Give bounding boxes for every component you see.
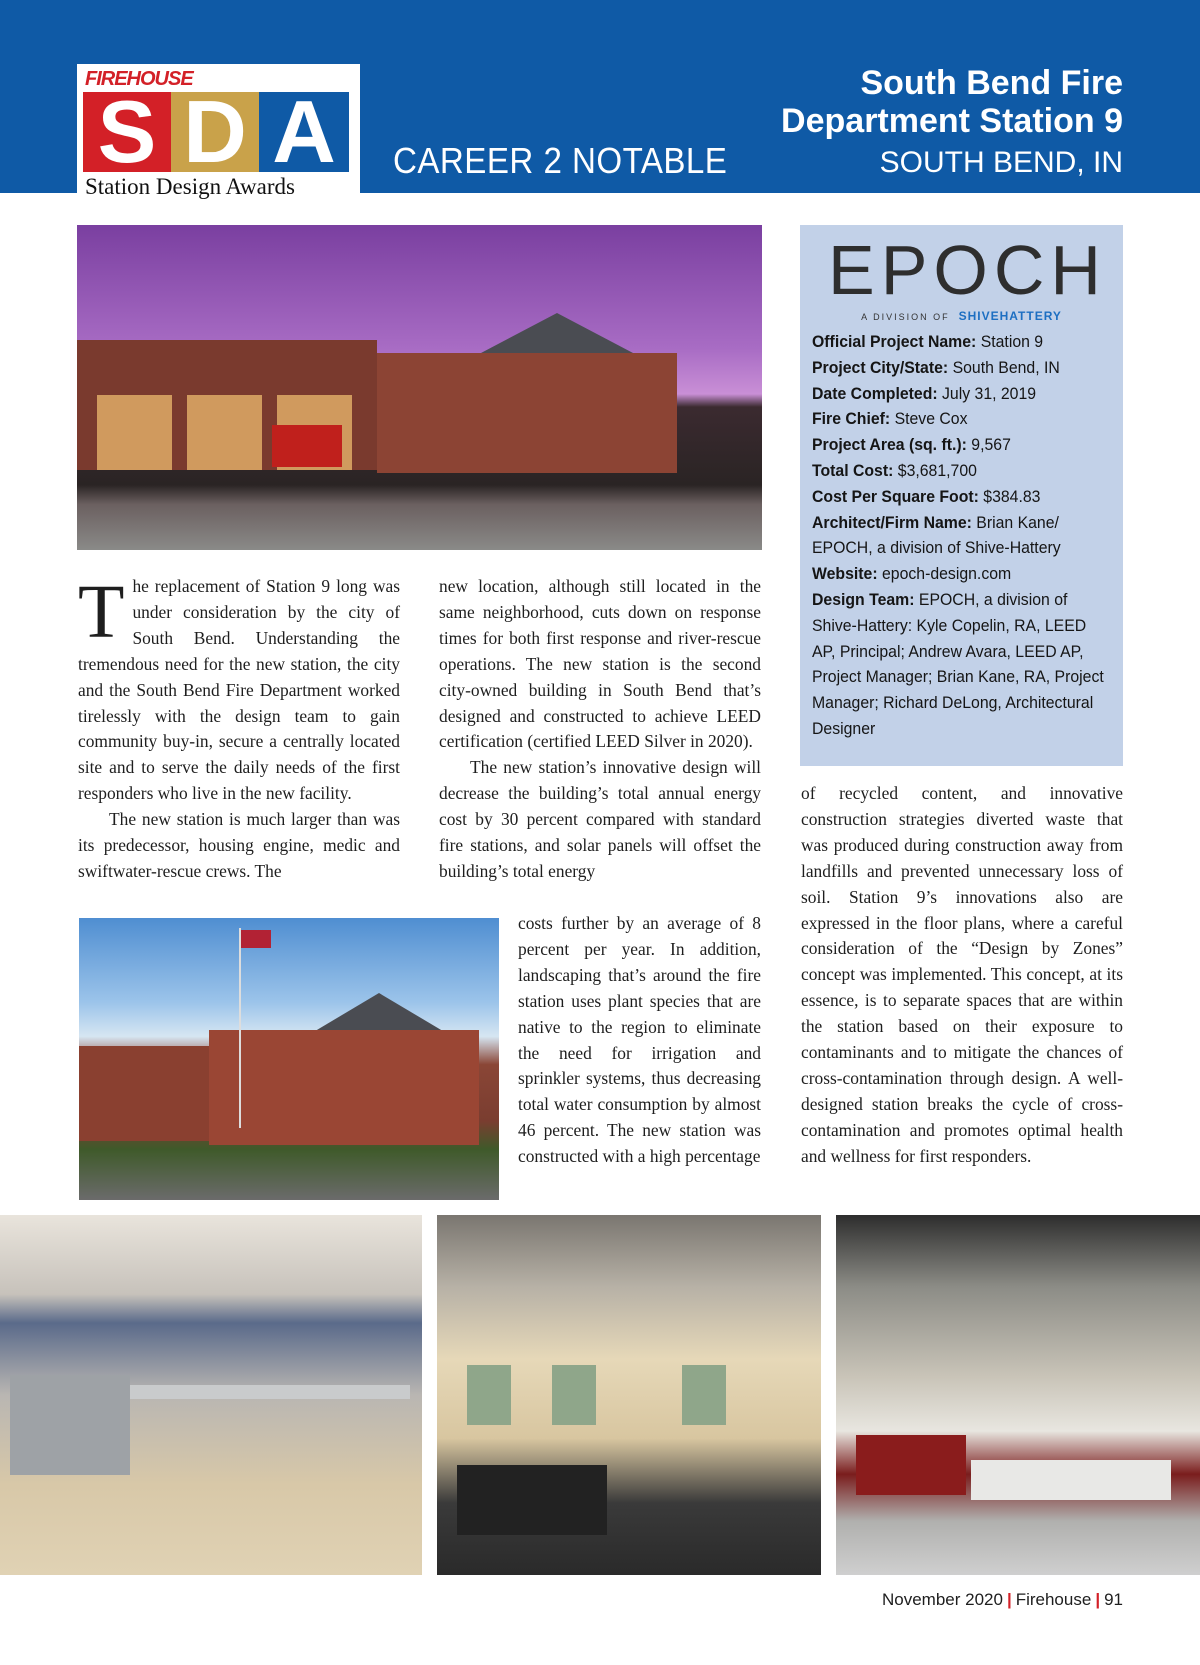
range-stove (10, 1375, 130, 1475)
project-specs (812, 329, 1111, 742)
flagpole (239, 928, 241, 1128)
article-column-3 (801, 781, 1123, 1170)
exterior-photo-daytime (79, 918, 499, 1200)
spec-item (812, 381, 1111, 407)
epoch-logo: EPOCH (828, 231, 1107, 309)
spec-label: Design Team: (812, 589, 915, 609)
project-infobox (800, 225, 1123, 766)
spec-item (812, 458, 1111, 484)
issue-date: November 2020 (881, 1590, 1003, 1609)
roof-shape (462, 313, 652, 353)
fire-engine (272, 425, 342, 467)
spec-label: Architect/Firm Name: (812, 512, 972, 532)
living-quarters-shape (209, 1030, 479, 1145)
bay-door-lit (187, 395, 262, 470)
hero-photo-station-dusk (77, 225, 762, 550)
station-title-line2: Department Station 9 (781, 102, 1123, 140)
spec-value: EPOCH, a division of Shive-Hattery: Kyle Copelin, RA, LEED AP, Principal; Andrew Avara, LEED AP, Project Manager; Brian Kane, RA, Project Manager; Richard DeLong, Architectural Designer (812, 589, 1104, 738)
spec-item (812, 587, 1111, 742)
spec-label: Project City/State: (812, 357, 949, 377)
living-quarters-shape (377, 353, 677, 473)
kitchen-photo (0, 1215, 422, 1575)
spec-label: Total Cost: (812, 460, 894, 480)
spec-item (812, 432, 1111, 458)
station-location: SOUTH BEND, IN (879, 146, 1123, 179)
spec-label: Date Completed: (812, 383, 938, 403)
logo-letter-s: S (83, 92, 171, 172)
spec-value: $384.83 (978, 486, 1041, 506)
division-name: SHIVEHATTERY (958, 309, 1062, 323)
article-column-2-top (439, 574, 761, 885)
spec-value: Station 9 (976, 332, 1044, 351)
article-paragraph: of recycled content, and innovative construction strategies diverted waste that was produced during construction away from landfills and prevented unnecessary loss of soil. Station 9’s innovations also are expressed in the floor plans, where a careful consideration of the “Design by Zones” concept was implemented. This concept, at its essence, is to separate spaces that are within the station based on their exposure to contaminants and to mitigate the chances of cross-contamination through design. A well-designed station breaks the cycle of cross-contamination and promotes optimal health and wellness for first responders. (801, 783, 1123, 1166)
spec-item (812, 406, 1111, 432)
spec-label: Fire Chief: (812, 409, 891, 429)
steel-counter (130, 1385, 410, 1399)
spec-label: Official Project Name: (812, 332, 977, 351)
page-number: 91 (1104, 1590, 1123, 1609)
spec-item (812, 484, 1111, 510)
spec-value: $3,681,700 (893, 460, 977, 480)
article-paragraph (78, 570, 400, 807)
logo-letters (83, 82, 349, 181)
american-flag (241, 930, 271, 948)
spec-label: Cost Per Square Foot: (812, 486, 979, 506)
spec-value: South Bend, IN (948, 357, 1060, 377)
spec-item (812, 510, 1111, 562)
spec-value: Steve Cox (890, 409, 968, 429)
publication-name: Firehouse (1015, 1590, 1092, 1609)
article-column-2-wrap (518, 911, 761, 1170)
division-prefix: A DIVISION OF (861, 312, 950, 322)
logo-letter-d: D (171, 92, 259, 172)
article-paragraph: costs further by an average of 8 percent per year. In addition, landscaping that’s around the fire station uses plant species that are native to the region to eliminate the need for irrigation and sprinkler systems, thus decreasing total water consumption by almost 46 percent. The new station was constructed with a high percentage (518, 913, 761, 1167)
spec-value: Brian Kane/ EPOCH, a division of Shive-Hattery (812, 512, 1061, 558)
logo-brand: FIREHOUSE (85, 68, 193, 90)
logo-letter-a: A (259, 92, 349, 172)
logo-subtitle: Station Design Awards (85, 174, 295, 199)
footer-separator: | (1006, 1590, 1012, 1609)
drop-cap: T (78, 570, 125, 654)
spec-item (812, 561, 1111, 587)
spec-item (812, 329, 1111, 355)
spec-value: epoch-design.com (877, 564, 1012, 584)
award-category: CAREER 2 NOTABLE (393, 140, 728, 181)
window (682, 1365, 726, 1425)
command-vehicle (856, 1435, 966, 1495)
footer-separator: | (1095, 1590, 1101, 1609)
spec-label: Project Area (sq. ft.): (812, 435, 967, 455)
article-column-1 (78, 570, 400, 885)
sda-logo (77, 64, 360, 200)
fitness-room-photo (437, 1215, 821, 1575)
article-paragraph: new location, although still located in the same neighborhood, cuts down on response times for both first response and river-rescue operations. The new station is the second city-owned building in South Bend that’s designed and constructed to achieve LEED certification (certified LEED Silver in 2020). (439, 576, 761, 752)
station-title (703, 64, 1123, 140)
article-paragraph: The new station is much larger than was its predecessor, housing engine, medic and swiftwater-rescue crews. The (78, 809, 400, 881)
station-title-line1: South Bend Fire (860, 64, 1123, 102)
treadmill (457, 1465, 607, 1535)
header-band (0, 0, 1200, 199)
article-paragraph: The new station’s innovative design will decrease the building’s total annual energy cost by 30 percent compared with standard fire stations, and solar panels will offset the building’s total energy (439, 757, 761, 881)
spec-item (812, 355, 1111, 381)
rescue-boat (971, 1460, 1171, 1500)
spec-label: Website: (812, 564, 878, 584)
apparatus-bay-shape (79, 1046, 209, 1141)
division-line (800, 309, 1123, 323)
window (552, 1365, 596, 1425)
spec-value: July 31, 2019 (937, 383, 1037, 403)
bay-door-lit (97, 395, 172, 470)
page-footer (882, 1590, 1123, 1610)
window (467, 1365, 511, 1425)
apparatus-bay-photo (836, 1215, 1200, 1575)
article-text: he replacement of Station 9 long was under consideration by the city of South Bend. Understanding the tremendous need for the new station, the city and the South Bend Fire Department worked tirelessly with the design team to gain community buy-in, secure a centrally located site and to serve the daily needs of the first responders who live in the new facility. (78, 576, 400, 804)
spec-value: 9,567 (966, 435, 1011, 455)
